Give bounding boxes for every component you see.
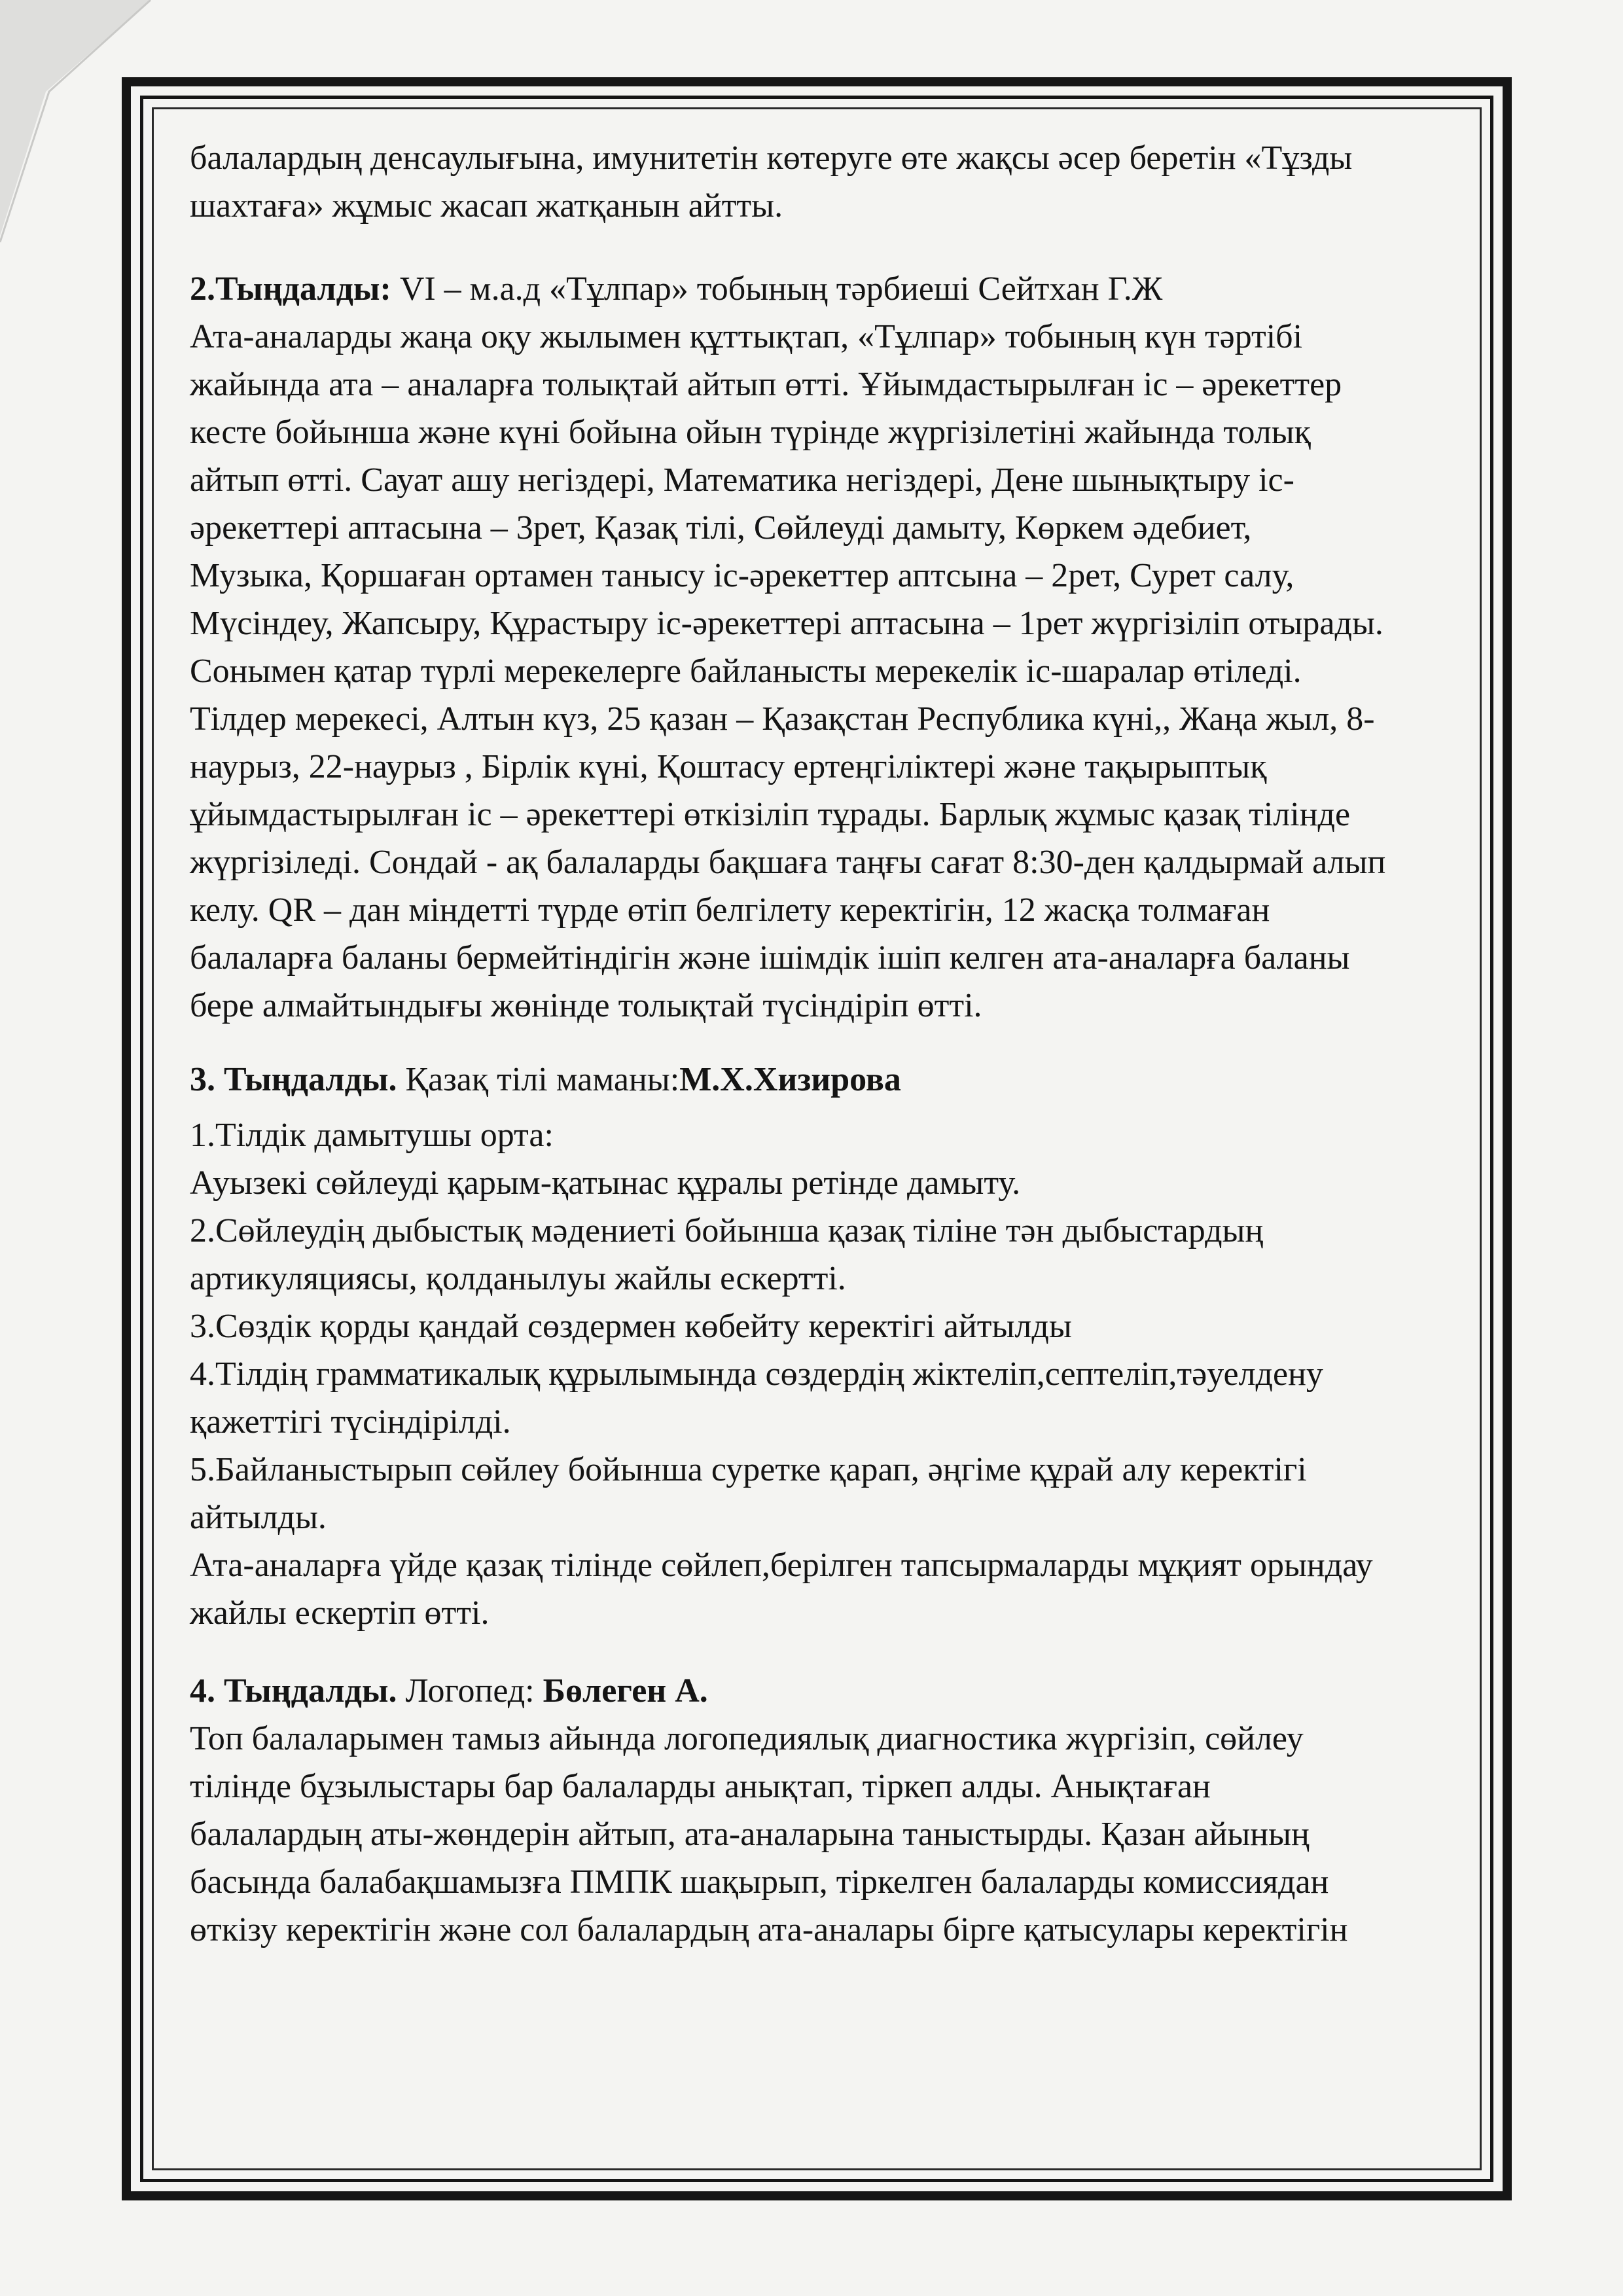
section4-heading: 4. Тыңдалды.: [190, 1672, 397, 1710]
section2-line: Ата-аналарды жаңа оқу жылымен құттықтап, «Тұлпар» тобының күн тәртібі: [190, 318, 1303, 355]
section3-line: Ата-аналарға үйде қазақ тілінде сөйлеп,берілген тапсырмаларды мұқият орындау: [190, 1547, 1373, 1584]
section3-line: жайлы ескертіп өтті.: [190, 1594, 490, 1632]
section2-line: Музыка, Қоршаған ортамен танысу іс-әрекеттер аптсына – 2рет, Сурет салу,: [190, 557, 1294, 594]
section2-line: балаларға баланы бермейтіндігін және ішімдік ішіп келген ата-аналарға баланы: [190, 939, 1350, 977]
section2-line: наурыз, 22-наурыз , Бірлік күні, Қоштасу ертеңгіліктері және тақырыптық: [190, 748, 1267, 785]
section2-line: келу. QR – дан міндетті түрде өтіп белгілету керектігін, 12 жасқа толмаған: [190, 891, 1270, 929]
section2-heading-line: [190, 265, 1446, 313]
section3-line: 2.Сөйлеудің дыбыстық мәдениеті бойынша қазақ тіліне тән дыбыстардың: [190, 1212, 1264, 1249]
section4-line: Топ балаларымен тамыз айында логопедиялық диагностика жүргізіп, сөйлеу: [190, 1720, 1304, 1757]
section3-line: қажеттігі түсіндірілді.: [190, 1403, 511, 1441]
section4-line: балалардың аты-жөндерін айтып, ата-аналарына таныстырды. Қазан айының: [190, 1816, 1310, 1853]
intro-line: шахтаға» жұмыс жасап жатқанын айтты.: [190, 187, 783, 224]
section4-heading-line: [190, 1667, 1446, 1715]
section2-line: әрекеттері аптасына – 3рет, Қазақ тілі, Сөйлеуді дамыту, Көркем әдебиет,: [190, 509, 1252, 547]
section3-line: 3.Сөздік қорды қандай сөздермен көбейту керектігі айтылды: [190, 1308, 1072, 1345]
section3-line: айтылды.: [190, 1499, 327, 1536]
section3-heading: 3. Тыңдалды.: [190, 1061, 397, 1098]
section2-line: ұйымдастырылған іс – әрекеттері өткізіліп тұрады. Барлық жұмыс қазақ тілінде: [190, 796, 1351, 833]
section3-line: 5.Байланыстырып сөйлеу бойынша суретке қарап, әңгіме құрай алу керектігі: [190, 1451, 1307, 1488]
section2-speaker: VI – м.а.д «Тұлпар» тобының тәрбиеші Сейтхан Г.Ж: [391, 270, 1163, 308]
section4-speaker-name: Бөлеген А.: [543, 1672, 708, 1710]
intro-line: балалардың денсаулығына, имунитетін көтеруге өте жақсы әсер беретін «Тұзды: [190, 139, 1353, 177]
section4-line: тілінде бұзылыстары бар балаларды анықтап, тіркеп алды. Анықтаған: [190, 1768, 1211, 1805]
section3-speaker-prefix: Қазақ тілі маманы:: [397, 1061, 680, 1098]
section2-line: кесте бойынша және күні бойына ойын түрінде жүргізілетіні жайында толық: [190, 414, 1311, 451]
section4-line: өткізу керектігін және сол балалардың ата-аналары бірге қатысулары керектігін: [190, 1911, 1348, 1948]
section3-line: 4.Тілдің грамматикалық құрылымында сөздердің жіктеліп,септеліп,тәуелдену: [190, 1355, 1323, 1393]
section3-line: 1.Тілдік дамытушы орта:: [190, 1117, 554, 1154]
section2-line: Сонымен қатар түрлі мерекелерге байланысты мерекелік іс-шаралар өтіледі.: [190, 653, 1302, 690]
section2-line: айтып өтті. Сауат ашу негіздері, Математика негіздері, Дене шынықтыру іс-: [190, 461, 1294, 499]
section4-line: басында балабақшамызға ПМПК шақырып, тіркелген балаларды комиссиядан: [190, 1863, 1329, 1901]
section3-heading-line: [190, 1056, 1446, 1103]
section2-heading: 2.Тыңдалды:: [190, 270, 391, 308]
section2-line: бере алмайтындығы жөнінде толықтай түсіндіріп өтті.: [190, 987, 982, 1024]
section3-speaker-name: М.Х.Хизирова: [679, 1061, 901, 1098]
section4-speaker-prefix: Логопед:: [397, 1672, 543, 1710]
section2-line: жайында ата – аналарға толықтай айтып өтті. Ұйымдастырылған іс – әрекеттер: [190, 366, 1342, 403]
section2-line: Тілдер мерекесі, Алтын күз, 25 қазан – Қазақстан Республика күні,, Жаңа жыл, 8-: [190, 700, 1375, 738]
section3-line: Ауызекі сөйлеуді қарым-қатынас құралы ретінде дамыту.: [190, 1164, 1021, 1202]
section3-line: артикуляциясы, қолданылуы жайлы ескертті.: [190, 1260, 846, 1297]
section2-line: жүргізіледі. Сондай - ақ балаларды бақшаға таңғы сағат 8:30-ден қалдырмай алып: [190, 844, 1386, 881]
document-body: [190, 134, 1446, 1954]
section2-line: Мүсіндеу, Жапсыру, Құрастыру іс-әрекеттері аптасына – 1рет жүргізіліп отырады.: [190, 605, 1383, 642]
